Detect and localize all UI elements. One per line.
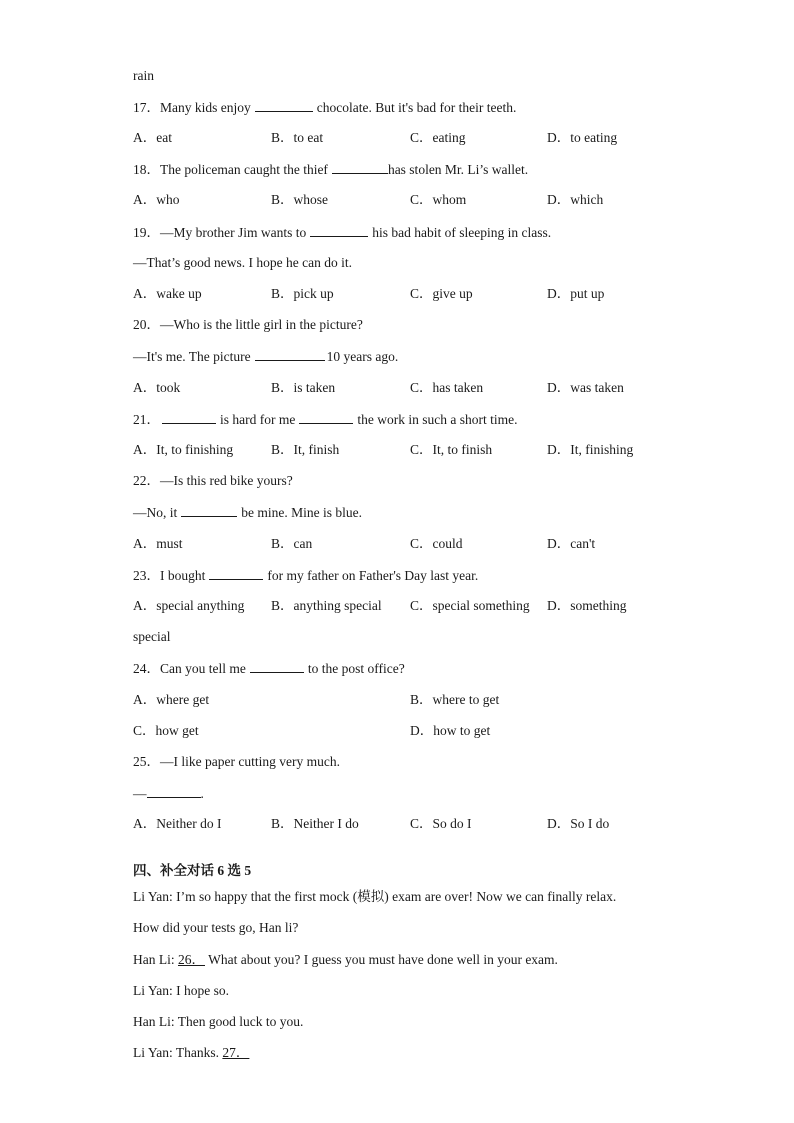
answer-blank	[332, 161, 388, 174]
option-a: A．It, to finishing	[133, 442, 234, 457]
option-b: B．anything special	[271, 598, 382, 613]
question-25-reply: — .	[133, 786, 204, 801]
question-22: 22．—Is this red bike yours?	[133, 473, 293, 488]
question-24-options-row2	[133, 723, 693, 739]
option-a: A．must	[133, 536, 183, 551]
answer-blank	[147, 785, 201, 798]
option-b: B．It, finish	[271, 442, 340, 457]
option-d: D．can't	[547, 536, 596, 551]
option-c: C．It, to finish	[410, 442, 493, 457]
answer-blank	[209, 567, 263, 580]
question-20: 20．—Who is the little girl in the picture?	[133, 317, 363, 332]
dialogue-line: How did your tests go, Han li?	[133, 920, 299, 935]
question-24: 24．Can you tell me to the post office?	[133, 661, 405, 676]
option-d: D．was taken	[547, 380, 624, 395]
question-20-options	[133, 380, 693, 396]
answer-blank	[250, 660, 304, 673]
option-d: D．to eating	[547, 130, 618, 145]
option-b: B．to eat	[271, 130, 324, 145]
question-18: 18．The policeman caught the thief has stolen Mr. Li’s wallet.	[133, 162, 529, 177]
dialogue-line: Li Yan: I hope so.	[133, 983, 230, 998]
answer-blank	[310, 224, 368, 237]
question-20-reply: —It's me. The picture 10 years ago.	[133, 349, 399, 364]
dialogue-line: Li Yan: Thanks. 27．	[133, 1045, 250, 1060]
question-23-options	[133, 598, 693, 614]
question-25: 25．—I like paper cutting very much.	[133, 754, 340, 769]
option-b: B．Neither I do	[271, 816, 359, 831]
option-a: A．who	[133, 192, 180, 207]
answer-blank	[299, 411, 353, 424]
option-c: C．So do I	[410, 816, 472, 831]
option-c: C．eating	[410, 130, 466, 145]
answer-blank	[255, 99, 313, 112]
option-b: B．where to get	[410, 692, 500, 707]
option-a: A．eat	[133, 130, 172, 145]
option-c: C．whom	[410, 192, 467, 207]
dialogue-line: Han Li: Then good luck to you.	[133, 1014, 304, 1029]
question-19-reply: —That’s good news. I hope he can do it.	[133, 255, 352, 270]
option-d: D．It, finishing	[547, 442, 634, 457]
section-heading: 四、补全对话 6 选 5	[133, 863, 252, 878]
answer-blank	[181, 504, 237, 517]
answer-blank	[162, 411, 216, 424]
option-b: B．pick up	[271, 286, 334, 301]
previous-question-tail: rain	[133, 68, 154, 83]
option-b: B．can	[271, 536, 313, 551]
option-a: A．special anything	[133, 598, 245, 613]
question-19: 19．—My brother Jim wants to his bad habit of sleeping in class.	[133, 225, 552, 240]
option-c: C．give up	[410, 286, 473, 301]
question-21: 21． is hard for me the work in such a short time.	[133, 412, 518, 427]
option-d: D．put up	[547, 286, 605, 301]
option-a: A．took	[133, 380, 181, 395]
option-a: A．Neither do I	[133, 816, 222, 831]
option-d: D．which	[547, 192, 604, 207]
question-19-options	[133, 286, 693, 302]
option-c: C．has taken	[410, 380, 484, 395]
answer-blank-27: 27．	[222, 1045, 250, 1060]
question-23-option-d-wrap: special	[133, 629, 171, 644]
option-d: D．something	[547, 598, 627, 613]
answer-blank-26: 26．	[178, 952, 205, 967]
question-24-options-row1	[133, 692, 693, 708]
question-22-options	[133, 536, 693, 552]
option-c: C．could	[410, 536, 463, 551]
option-c: C．special something	[410, 598, 530, 613]
option-c: C．how get	[133, 723, 199, 738]
option-b: B．whose	[271, 192, 328, 207]
question-22-reply: —No, it be mine. Mine is blue.	[133, 505, 362, 520]
question-23: 23．I bought for my father on Father's Day last year.	[133, 568, 479, 583]
answer-blank	[255, 348, 325, 361]
option-d: D．So I do	[547, 816, 610, 831]
question-17-options	[133, 130, 693, 146]
option-b: B．is taken	[271, 380, 336, 395]
option-d: D．how to get	[410, 723, 491, 738]
dialogue-line: Han Li: 26． What about you? I guess you must have done well in your exam.	[133, 952, 558, 967]
option-a: A．where get	[133, 692, 210, 707]
dialogue-line: Li Yan: I’m so happy that the first mock (模拟) exam are over! Now we can finally relax.	[133, 889, 617, 904]
question-21-options	[133, 442, 693, 458]
option-a: A．wake up	[133, 286, 202, 301]
question-25-options	[133, 816, 693, 832]
question-17: 17．Many kids enjoy chocolate. But it's bad for their teeth.	[133, 100, 517, 115]
question-18-options	[133, 192, 693, 208]
